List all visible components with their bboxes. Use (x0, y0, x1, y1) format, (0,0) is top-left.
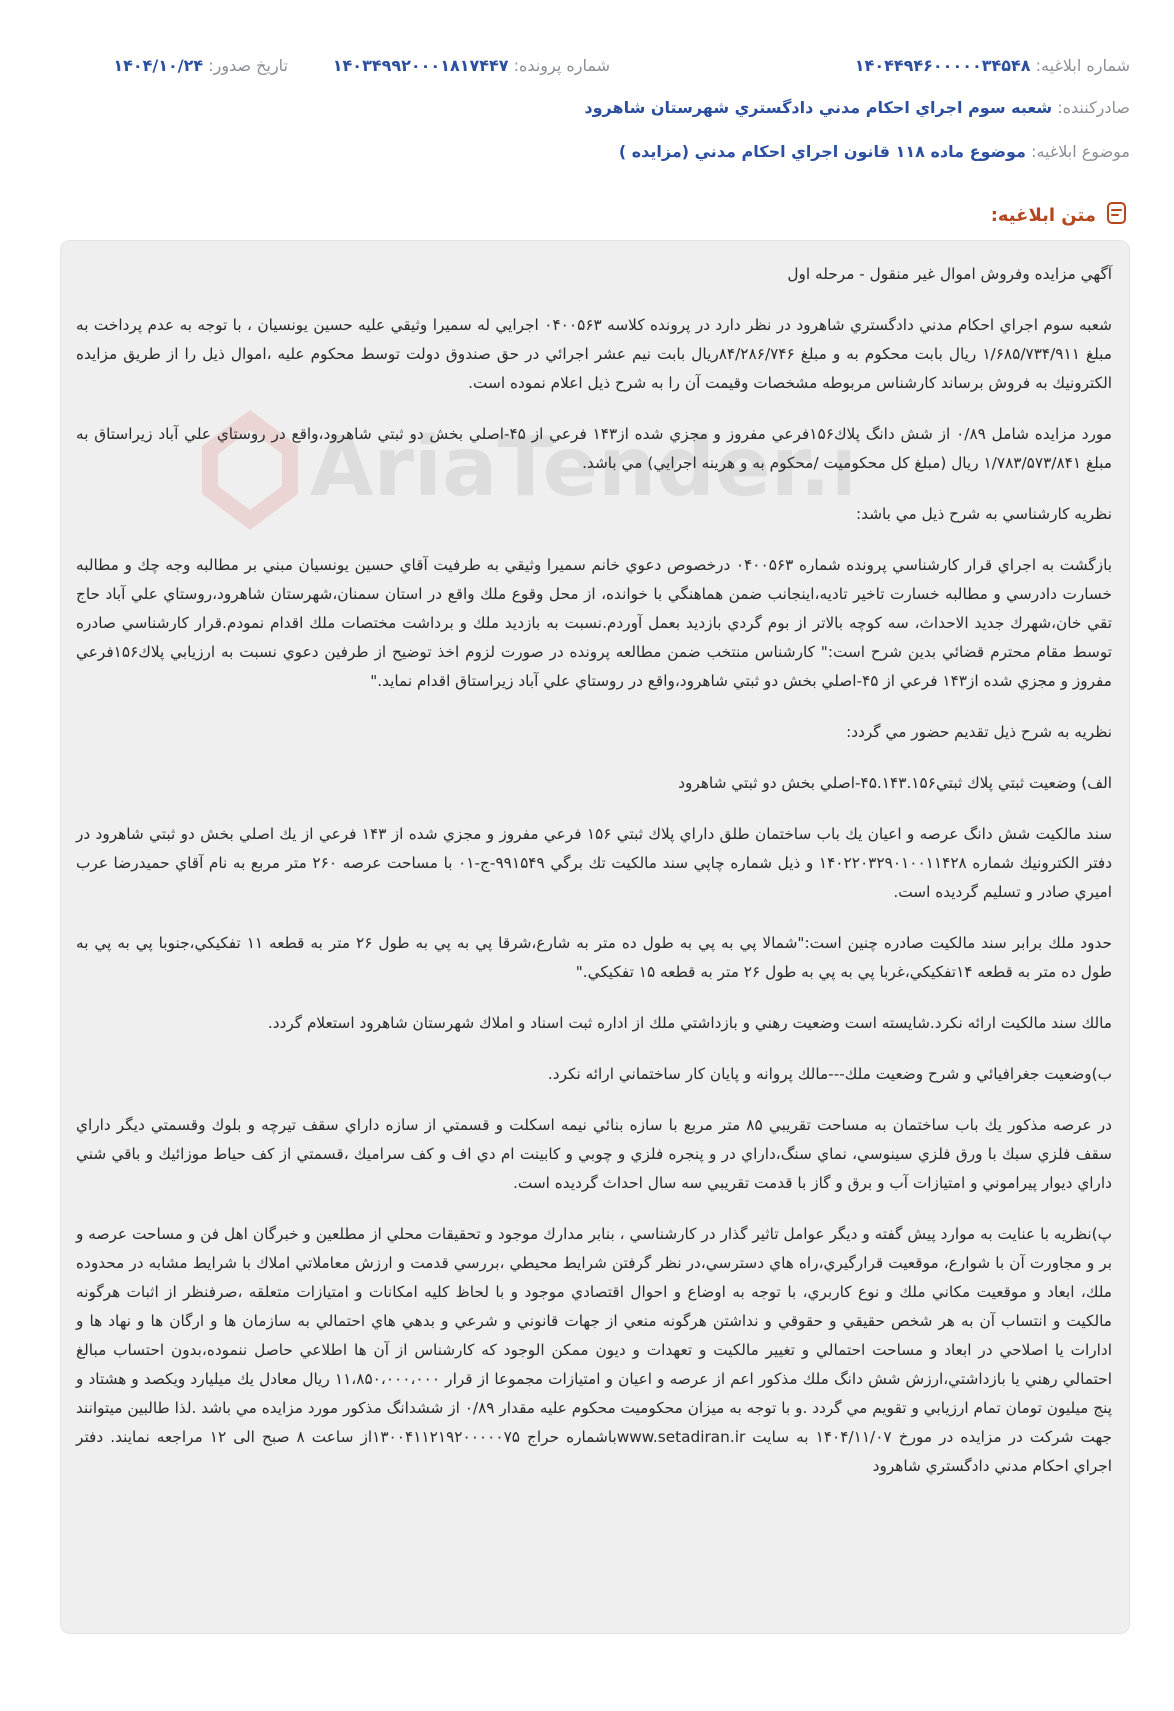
issue-date (113, 56, 288, 75)
watermark-text: AriaTender. (310, 420, 831, 515)
subject-row (44, 142, 1130, 161)
issue-date-value: ۱۴۰۴/۱۰/۲۴ (113, 56, 204, 75)
body-paragraph: نظريه به شرح ذيل تقديم حضور مي گردد: (846, 723, 1112, 741)
notice-number (855, 56, 1130, 75)
body-paragraph: بازگشت به اجراي قرار كارشناسي پرونده شماره ۰۴۰۰۵۶۳ درخصوص دعوي خانم سميرا وثيقي به طرفيت آقاي حسين يونسيان مبني بر مطالبه وجه چك و مطالبه خسارت دادرسي و مطالبه خسارت تاخير تاديه،اينجانب ضمن هماهنگي با خوانده، از محل وقوع ملك واقع در استان سمنان،شهرستان شاهرود،روستاي علي آباد حاج تقي خان،شهرك جديد الاحداث، سه كوچه بالاتر از بوم گردي بازديد بعمل آوردم.نسبت به بازديد ملك و برداشت مختصات ملك اقدام نمودم.قرار كارشناسي صادره توسط مقام محترم قضائي بدين شرح است:" كارشناس منتخب ضمن مطالعه پرونده در صورت لزوم اخذ توضيح از طرفين دعوي نسبت به ارزيابي پلاك۱۵۶فرعي مفروز و مجزي شده از۱۴۳ فرعي از ۴۵-اصلي بخش دو ثبتي شاهرود،واقع در روستاي علي آباد زيراستاق اقدام نمايد." (76, 556, 1112, 690)
notice-text-title: متن ابلاغيه: (990, 205, 1096, 226)
subject-label: موضوع ابلاغيه: (1031, 142, 1130, 161)
notice-number-value: ۱۴۰۴۴۹۴۶۰۰۰۰۰۳۴۵۴۸ (854, 56, 1031, 75)
document-icon (1104, 200, 1130, 231)
body-paragraph: شعبه سوم اجراي احكام مدني دادگستري شاهرود در نظر دارد در پرونده كلاسه ۰۴۰۰۵۶۳ اجرايي له سميرا وثيقي عليه حسين يونسيان ، با توجه به عدم پرداخت به مبلغ ۱/۶۸۵/۷۳۴/۹۱۱ ريال بابت محكوم به و مبلغ ۸۴/۲۸۶/۷۴۶ريال بابت نيم عشر اجرائي در حق صندوق دولت توسط محكوم عليه ،اموال ذيل را از طريق مزايده الكترونيك به فروش برساند كارشناس مربوطه مشخصات وقيمت آن را به شرح ذيل اعلام نموده است. (76, 316, 1112, 392)
body-paragraph: پ)نظريه با عنايت به موارد پيش گفته و ديگر عوامل تاثير گذار در كارشناسي ، بنابر مدارك موجود و تحقيقات محلي از مطلعين و خبرگان اهل فن و مساحت عرصه و بر و مجاورت آن با شوارع، موقعيت قرارگيري،راه هاي دسترسي،در نظر گرفتن شرايط محيطي ،بررسي قدمت و ارزش معاملاتي املاك با شرايط مشابه در محدوده ملك، ابعاد و موقعيت مكاني ملك و نوع كاربري، با توجه به اوضاع و احوال اقتصادي موجود و با لحاظ كليه امكانات و امتيازات متعلقه ،صرفنظر از اثبات هرگونه مالكيت و انتساب آن به هر شخص حقيقي و حقوقي و نداشتن هرگونه منعي از جهات قانوني و شرعي و بدهي هاي احتمالي به سازمان ها و ارگان ها و نهاد ها و ادارات يا اصلاحي در ابعاد و مساحت احتمالي و تغيير مالكيت و تعهدات و ديون ممكن الوجود كه كارشناس از آن ها اطلاعي حاصل ننموده،بدون احتساب مبالغ احتمالي رهني يا بازداشتي،ارزش شش دانگ ملك مذكور اعم از عرصه و اعيان و امتيازات مجموعا از قرار ۱۱،۸۵۰،۰۰۰،۰۰۰ ريال معادل يك ميليارد ويكصد و هشتاد و پنج ميليون تومان تمام ارزيابي و تقويم مي گردد .و با توجه به ميزان محكوميت محكوم عليه مقدار ۰/۸۹ از ششدانگ مذكور مورد مزايده مي باشد .لذا طالبين ميتوانند جهت شركت در مزايده در مورخ ۱۴۰۴/۱۱/۰۷ به سايت www.setadiran.irباشماره حراج ۱۳۰۰۴۱۱۲۱۹۲۰۰۰۰۰۷۵از ساعت ۸ صبح الی ۱۲ مراجعه نمايند. دفتر اجراي احكام مدني دادگستري شاهرود (76, 1225, 1113, 1475)
body-paragraph: آگهي مزايده وفروش اموال غير منقول - مرحله اول (787, 265, 1112, 283)
issuer-row (44, 98, 1130, 117)
body-paragraph: مورد مزايده شامل ۰/۸۹ از شش دانگ پلاك۱۵۶فرعي مفروز و مجزي شده از۱۴۳ فرعي از ۴۵-اصلي بخش دو ثبتي شاهرود،واقع در روستاي علي آباد زيراستاق به مبلغ ۱/۷۸۳/۵۷۳/۸۴۱ ريال (مبلغ كل محكوميت /محكوم به و هرينه اجرايي) مي باشد. (76, 425, 1112, 472)
body-paragraph: حدود ملك برابر سند مالكيت صادره چنين است:"شمالا پي به پي به طول ده متر به شارع،شرقا پي به پي به طول ۲۶ متر به قطعه ۱۱ تفكيكي،جنوبا پي به پي به طول ده متر به قطعه ۱۴تفكيكي،غربا پي به پي به طول ۲۶ متر به قطعه ۱۵ تفكيكي." (76, 934, 1112, 981)
file-number-label: شماره پرونده: (513, 56, 610, 75)
body-paragraph: الف) وضعيت ثبتي پلاك ثبتي۴۵.۱۴۳.۱۵۶-اصلي بخش دو ثبتي شاهرود (678, 774, 1112, 792)
body-paragraph: نظريه كارشناسي به شرح ذيل مي باشد: (856, 505, 1112, 523)
notice-text-heading (991, 200, 1130, 231)
issue-date-label: تاريخ صدور: (208, 56, 288, 75)
body-paragraph: ب)وضعيت جغرافيائي و شرح وضعيت ملك---مالك پروانه و پايان كار ساختماني ارائه نكرد. (547, 1065, 1112, 1083)
body-paragraph: سند مالكيت شش دانگ عرصه و اعيان يك باب ساختمان طلق داراي پلاك ثبتي ۱۵۶ فرعي مفروز و مجزي شده از ۱۴۳ فرعي از يك اصلي بخش دو ثبتي شاهرود در دفتر الكترونيك شماره ۱۴۰۲۲۰۳۲۹۰۱۰۰۱۱۴۲۸ و ذيل شماره چاپي سند مالكيت تك برگي ۹۹۱۵۴۹-ج-۰۱ با مساحت عرصه ۲۶۰ متر مربع به نام آقاي حميدرضا عرب اميري صادر و تسليم گرديده است. (76, 825, 1113, 901)
issuer-value: شعبه سوم اجراي احكام مدني دادگستري شهرستان شاهرود (584, 98, 1053, 117)
body-paragraph: مالك سند مالكيت ارائه نكرد.شايسته است وضعيت رهني و بازداشتي ملك از اداره ثبت اسناد و املاك شهرستان شاهرود استعلام گردد. (267, 1014, 1112, 1032)
issuer-label: صادرکننده: (1057, 98, 1130, 117)
notice-body (76, 260, 1112, 1503)
body-paragraph: در عرصه مذكور يك باب ساختمان به مساحت تقريبي ۸۵ متر مربع با سازه بنائي نيمه اسكلت و قسمتي از سازه داراي سقف تيرچه و بلوك وقسمتي ديگر داراي سقف فلزي سبك با ورق فلزي سينوسي، نماي سنگ،داراي در و پنجره فلزي و چوبي و كابينت ام دي اف و كف سراميك ،قسمتي از كف حياط موزائيك و باقي شني داراي ديوار پيراموني و امتيازات آب و برق و گاز با قدمت تقريبي سه سال احداث گرديده است. (76, 1116, 1112, 1192)
file-number-value: ۱۴۰۳۴۹۹۲۰۰۰۱۸۱۷۴۴۷ (332, 56, 509, 75)
header-meta-row (44, 56, 1130, 80)
notice-number-label: شماره ابلاغيه: (1035, 56, 1130, 75)
file-number (333, 56, 610, 75)
subject-value: موضوع ماده ۱۱۸ قانون اجراي احكام مدني (مزايده ) (618, 142, 1026, 161)
